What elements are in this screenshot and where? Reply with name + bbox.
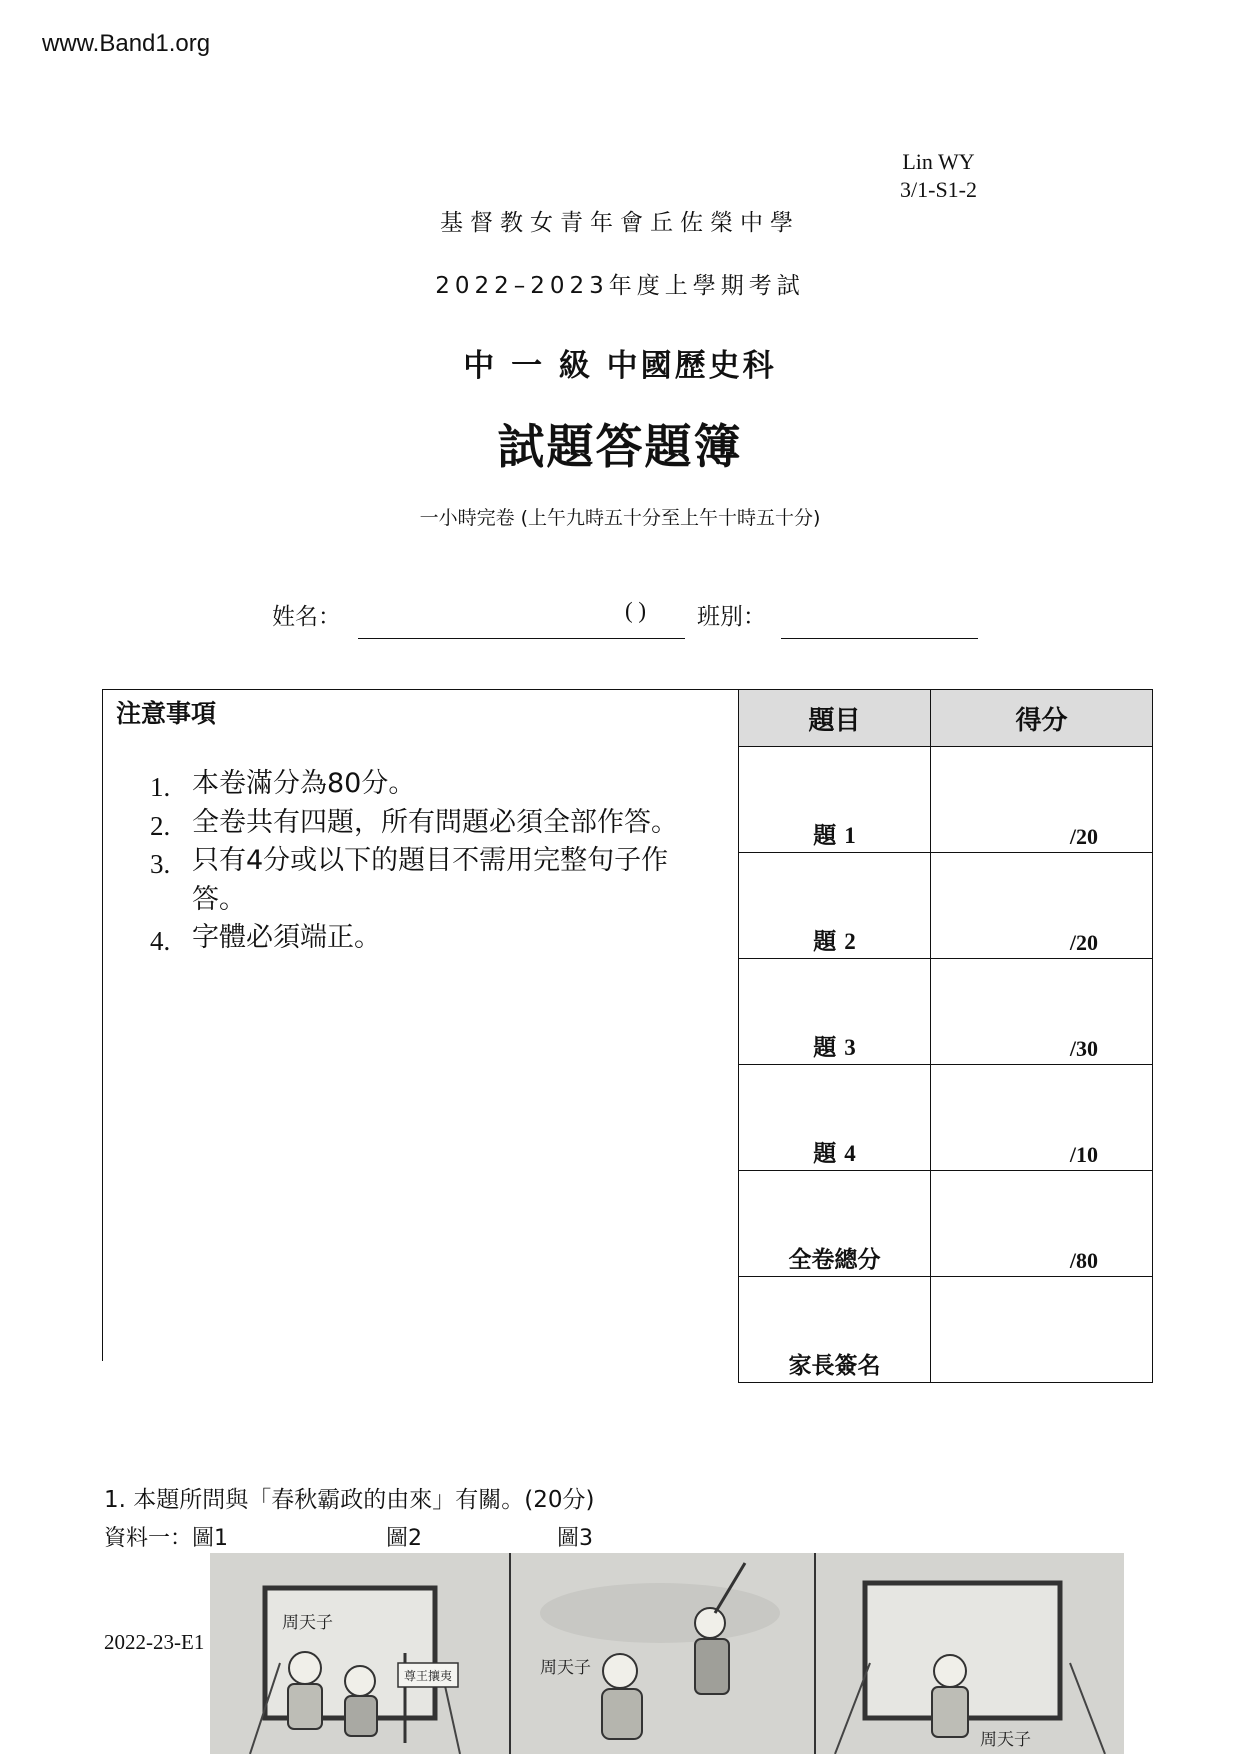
figure-3-label: 圖3 <box>557 1526 593 1551</box>
panel1-label: 周天子 <box>282 1613 333 1633</box>
king-head <box>289 1652 321 1684</box>
score-cell[interactable]: /30 <box>931 959 1153 1065</box>
king-body <box>288 1684 322 1729</box>
notes-item: 3. 只有4分或以下的題目不需用完整句子作答。 <box>150 845 669 915</box>
score-row-label: 題 4 <box>739 1065 931 1171</box>
table-row <box>739 747 1153 853</box>
name-field[interactable] <box>358 638 685 639</box>
table-row <box>739 959 1153 1065</box>
notes-item: 4. 字體必須端正。 <box>150 922 381 956</box>
king-body <box>602 1689 642 1739</box>
paper-code: 3/1-S1-2 <box>900 177 977 202</box>
score-table-header-score: 得分 <box>931 690 1153 747</box>
name-label: 姓名： <box>272 604 341 630</box>
subject-title: 中 一 級 中國歷史科 <box>463 348 777 384</box>
lord-body <box>345 1696 377 1736</box>
score-cell[interactable]: /20 <box>931 853 1153 959</box>
comic-strip-image <box>210 1553 1124 1754</box>
warrior-head <box>695 1608 725 1638</box>
author-name: Lin WY <box>902 149 975 174</box>
score-row-total-label: 全卷總分 <box>739 1171 931 1277</box>
warrior-body <box>695 1639 729 1694</box>
notes-item: 1. 本卷滿分為80分。 <box>150 768 416 802</box>
flag-text: 尊王攘夷 <box>403 1669 453 1683</box>
figure-2-label: 圖2 <box>386 1526 422 1551</box>
notes-list <box>150 765 710 958</box>
exam-term: 2022–2023年度上學期考試 <box>435 273 805 299</box>
score-row-label: 題 1 <box>739 747 931 853</box>
king-head <box>934 1655 966 1687</box>
table-row <box>739 1065 1153 1171</box>
score-row-label: 題 2 <box>739 853 931 959</box>
score-cell[interactable]: /10 <box>931 1065 1153 1171</box>
score-cell[interactable]: /20 <box>931 747 1153 853</box>
score-row-label: 題 3 <box>739 959 931 1065</box>
king-head <box>603 1654 637 1688</box>
author-block <box>900 148 977 204</box>
question-1-prompt: 1. 本題所問與「春秋霸政的由來」有關。(20分) <box>104 1487 595 1513</box>
source-label: 資料一：圖1 <box>104 1526 228 1551</box>
panel2-label: 周天子 <box>540 1658 591 1678</box>
booklet-title: 試題答題簿 <box>497 420 743 475</box>
lord-head <box>345 1666 375 1696</box>
parent-signature-cell[interactable] <box>931 1277 1153 1383</box>
king-body <box>932 1687 968 1737</box>
table-row <box>739 1277 1153 1383</box>
website-watermark: www.Band1.org <box>42 30 211 57</box>
notes-title: 注意事項 <box>116 699 217 728</box>
table-row <box>739 1171 1153 1277</box>
score-table-header-item: 題目 <box>739 690 931 747</box>
total-score-cell[interactable]: /80 <box>931 1171 1153 1277</box>
class-field[interactable] <box>781 638 978 639</box>
score-table <box>738 689 1153 1383</box>
class-label: 班別： <box>697 604 766 630</box>
table-row <box>739 853 1153 959</box>
school-name: 基督教女青年會丘佐榮中學 <box>440 210 800 236</box>
exam-duration: 一小時完卷 (上午九時五十分至上午十時五十分) <box>419 507 821 529</box>
page-code: 2022-23-E1 <box>104 1630 205 1654</box>
panel3-label: 周天子 <box>980 1730 1031 1750</box>
notes-item: 2. 全卷共有四題，所有問題必須全部作答。 <box>150 806 678 841</box>
parent-signature-label: 家長簽名 <box>739 1277 931 1383</box>
class-number-field[interactable]: ( ) <box>625 598 647 623</box>
